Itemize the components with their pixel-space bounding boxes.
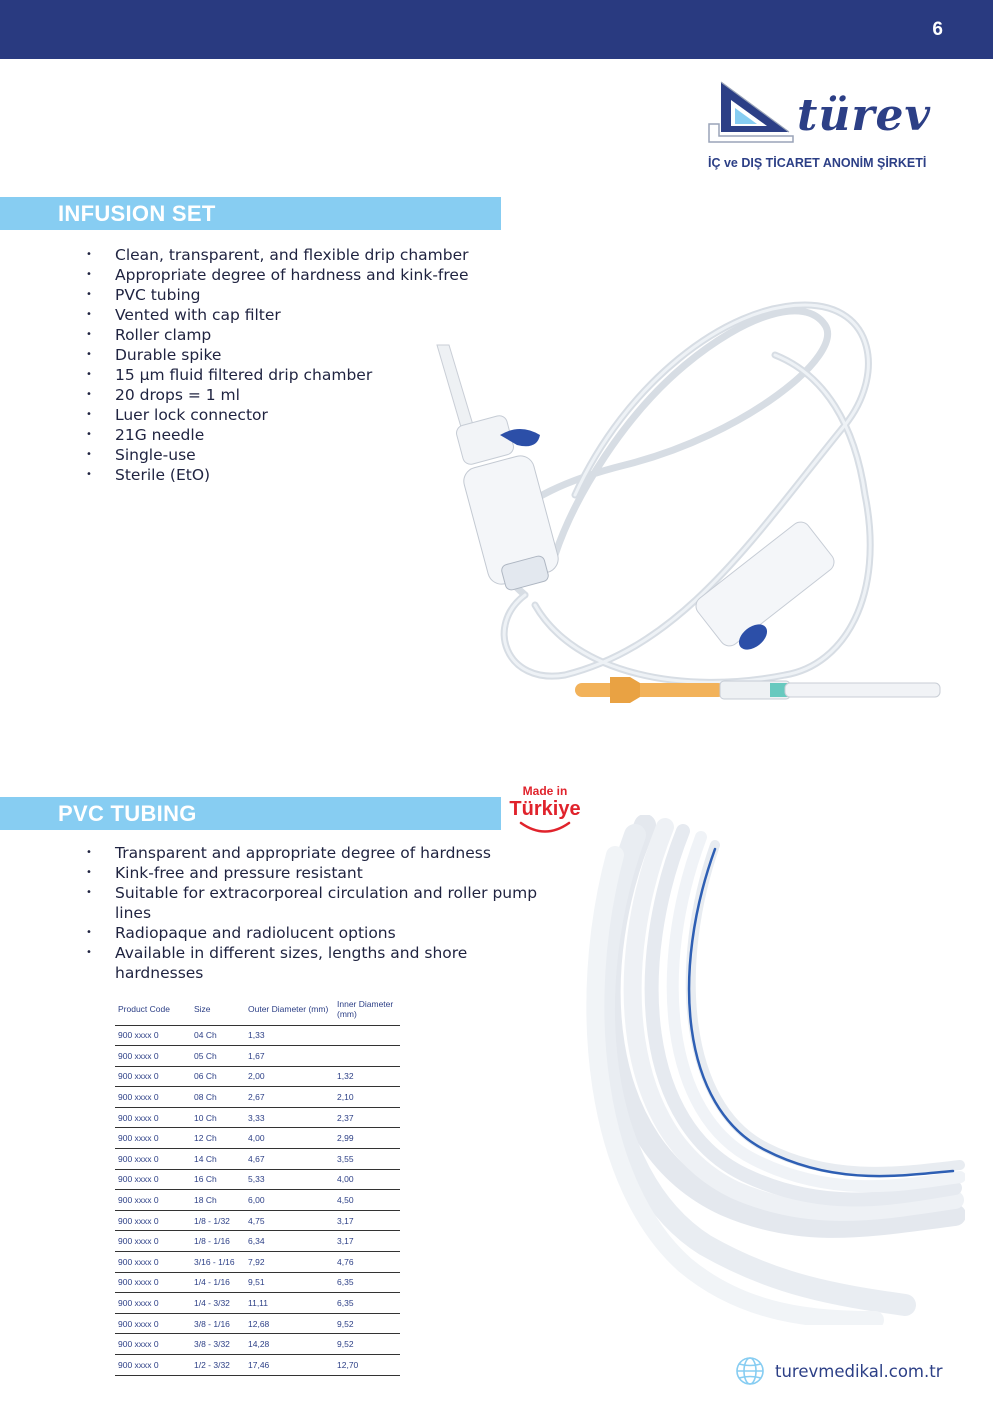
section-header-infusion [0, 197, 501, 230]
inner-diameter-cell: 4,76 [334, 1252, 400, 1273]
size-cell: 14 Ch [191, 1149, 245, 1170]
infusion-feature-bullet: • 15 µm fluid filtered drip chamber [86, 365, 469, 385]
outer-diameter-cell: 4,00 [245, 1128, 334, 1149]
inner-diameter-cell: 2,37 [334, 1107, 400, 1128]
product-code-cell: 900 xxxx 0 [115, 1334, 191, 1355]
pvc-feature-bullet: • Radiopaque and radiolucent options [86, 923, 546, 943]
size-cell: 1/8 - 1/16 [191, 1231, 245, 1252]
page-number: 6 [932, 19, 943, 40]
size-cell: 1/2 - 3/32 [191, 1355, 245, 1376]
product-code-cell: 900 xxxx 0 [115, 1025, 191, 1046]
outer-diameter-cell: 3,33 [245, 1107, 334, 1128]
size-cell: 10 Ch [191, 1107, 245, 1128]
product-code-cell: 900 xxxx 0 [115, 1169, 191, 1190]
product-code-cell: 900 xxxx 0 [115, 1272, 191, 1293]
section-header-pvc [0, 797, 501, 830]
product-code-cell: 900 xxxx 0 [115, 1210, 191, 1231]
globe-icon [735, 1356, 765, 1386]
table-row [115, 1190, 400, 1211]
smile-arc-icon [515, 820, 575, 836]
table-row [115, 1149, 400, 1170]
size-cell: 05 Ch [191, 1046, 245, 1067]
infusion-feature-bullet: • Vented with cap filter [86, 305, 469, 325]
size-cell: 3/8 - 3/32 [191, 1334, 245, 1355]
table-row [115, 1169, 400, 1190]
inner-diameter-cell: 1,32 [334, 1066, 400, 1087]
pvc-feature-bullet: • Suitable for extracorporeal circulation and roller pump lines [86, 883, 546, 923]
product-code-cell: 900 xxxx 0 [115, 1046, 191, 1067]
table-row [115, 1334, 400, 1355]
outer-diameter-cell: 11,11 [245, 1293, 334, 1314]
product-code-cell: 900 xxxx 0 [115, 1066, 191, 1087]
table-row [115, 1107, 400, 1128]
inner-diameter-cell: 9,52 [334, 1313, 400, 1334]
brand-name: türev [797, 90, 932, 141]
size-cell: 12 Ch [191, 1128, 245, 1149]
size-cell: 1/8 - 1/32 [191, 1210, 245, 1231]
pvc-spec-table [115, 993, 400, 1376]
pvc-feature-bullet: • Available in different sizes, lengths and shore hardnesses [86, 943, 546, 983]
size-cell: 06 Ch [191, 1066, 245, 1087]
product-code-cell: 900 xxxx 0 [115, 1149, 191, 1170]
outer-diameter-cell: 4,75 [245, 1210, 334, 1231]
header-bar [0, 0, 993, 59]
website-url[interactable]: turevmedikal.com.tr [775, 1362, 943, 1381]
outer-diameter-cell: 6,00 [245, 1190, 334, 1211]
brand-subtitle: İÇ ve DIŞ TİCARET ANONİM ŞİRKETİ [708, 156, 927, 170]
product-code-cell: 900 xxxx 0 [115, 1087, 191, 1108]
table-row [115, 1128, 400, 1149]
table-row [115, 1272, 400, 1293]
table-row [115, 1313, 400, 1334]
table-row [115, 1293, 400, 1314]
size-cell: 1/4 - 1/16 [191, 1272, 245, 1293]
size-cell: 3/8 - 1/16 [191, 1313, 245, 1334]
inner-diameter-cell: 9,52 [334, 1334, 400, 1355]
outer-diameter-cell: 4,67 [245, 1149, 334, 1170]
table-row [115, 1087, 400, 1108]
table-row [115, 1066, 400, 1087]
inner-diameter-cell: 3,55 [334, 1149, 400, 1170]
infusion-feature-bullet: • Appropriate degree of hardness and kink-free [86, 265, 469, 285]
pvc-features-list [86, 843, 546, 983]
inner-diameter-cell [334, 1046, 400, 1067]
table-row [115, 1231, 400, 1252]
infusion-set-image [425, 295, 955, 725]
section-title-pvc: PVC TUBING [58, 801, 197, 826]
pvc-feature-bullet: • Kink-free and pressure resistant [86, 863, 546, 883]
outer-diameter-cell: 6,34 [245, 1231, 334, 1252]
size-cell: 04 Ch [191, 1025, 245, 1046]
brand-logo [705, 76, 955, 176]
table-row [115, 1355, 400, 1376]
outer-diameter-cell: 7,92 [245, 1252, 334, 1273]
inner-diameter-cell [334, 1025, 400, 1046]
infusion-feature-bullet: • Luer lock connector [86, 405, 469, 425]
inner-diameter-cell: 12,70 [334, 1355, 400, 1376]
infusion-feature-bullet: • Roller clamp [86, 325, 469, 345]
infusion-feature-bullet: • 20 drops = 1 ml [86, 385, 469, 405]
size-cell: 1/4 - 3/32 [191, 1293, 245, 1314]
outer-diameter-cell: 2,00 [245, 1066, 334, 1087]
product-code-cell: 900 xxxx 0 [115, 1231, 191, 1252]
inner-diameter-cell: 6,35 [334, 1272, 400, 1293]
inner-diameter-cell: 3,17 [334, 1231, 400, 1252]
column-header-inner-diameter: Inner Diameter (mm) [334, 993, 400, 1025]
outer-diameter-cell: 12,68 [245, 1313, 334, 1334]
logo-mark-icon [705, 78, 795, 144]
pvc-tubing-image [575, 815, 965, 1325]
infusion-feature-bullet: • PVC tubing [86, 285, 469, 305]
footer-website [735, 1356, 955, 1388]
column-header-size: Size [191, 993, 245, 1025]
product-code-cell: 900 xxxx 0 [115, 1190, 191, 1211]
table-row [115, 1210, 400, 1231]
outer-diameter-cell: 2,67 [245, 1087, 334, 1108]
outer-diameter-cell: 5,33 [245, 1169, 334, 1190]
outer-diameter-cell: 17,46 [245, 1355, 334, 1376]
made-in-line1: Made in [522, 784, 568, 798]
inner-diameter-cell: 2,10 [334, 1087, 400, 1108]
product-code-cell: 900 xxxx 0 [115, 1293, 191, 1314]
product-code-cell: 900 xxxx 0 [115, 1313, 191, 1334]
product-code-cell: 900 xxxx 0 [115, 1107, 191, 1128]
infusion-feature-bullet: • Clean, transparent, and flexible drip chamber [86, 245, 469, 265]
infusion-feature-bullet: • Durable spike [86, 345, 469, 365]
column-header-product-code: Product Code [115, 993, 191, 1025]
made-in-country: Türkiye [509, 798, 581, 820]
size-cell: 08 Ch [191, 1087, 245, 1108]
infusion-feature-bullet: • Single-use [86, 445, 469, 465]
outer-diameter-cell: 9,51 [245, 1272, 334, 1293]
product-code-cell: 900 xxxx 0 [115, 1252, 191, 1273]
infusion-feature-bullet: • 21G needle [86, 425, 469, 445]
outer-diameter-cell: 14,28 [245, 1334, 334, 1355]
infusion-feature-bullet: • Sterile (EtO) [86, 465, 469, 485]
outer-diameter-cell: 1,33 [245, 1025, 334, 1046]
table-row [115, 1025, 400, 1046]
infusion-features-list [86, 245, 469, 485]
pvc-feature-bullet: • Transparent and appropriate degree of hardness [86, 843, 546, 863]
product-code-cell: 900 xxxx 0 [115, 1355, 191, 1376]
table-row [115, 1046, 400, 1067]
outer-diameter-cell: 1,67 [245, 1046, 334, 1067]
table-row [115, 1252, 400, 1273]
size-cell: 16 Ch [191, 1169, 245, 1190]
inner-diameter-cell: 4,50 [334, 1190, 400, 1211]
inner-diameter-cell: 2,99 [334, 1128, 400, 1149]
inner-diameter-cell: 6,35 [334, 1293, 400, 1314]
section-title-infusion: INFUSION SET [58, 201, 216, 226]
size-cell: 3/16 - 1/16 [191, 1252, 245, 1273]
product-code-cell: 900 xxxx 0 [115, 1128, 191, 1149]
inner-diameter-cell: 3,17 [334, 1210, 400, 1231]
size-cell: 18 Ch [191, 1190, 245, 1211]
inner-diameter-cell: 4,00 [334, 1169, 400, 1190]
column-header-outer-diameter: Outer Diameter (mm) [245, 993, 334, 1025]
table-header-row [115, 993, 400, 1025]
